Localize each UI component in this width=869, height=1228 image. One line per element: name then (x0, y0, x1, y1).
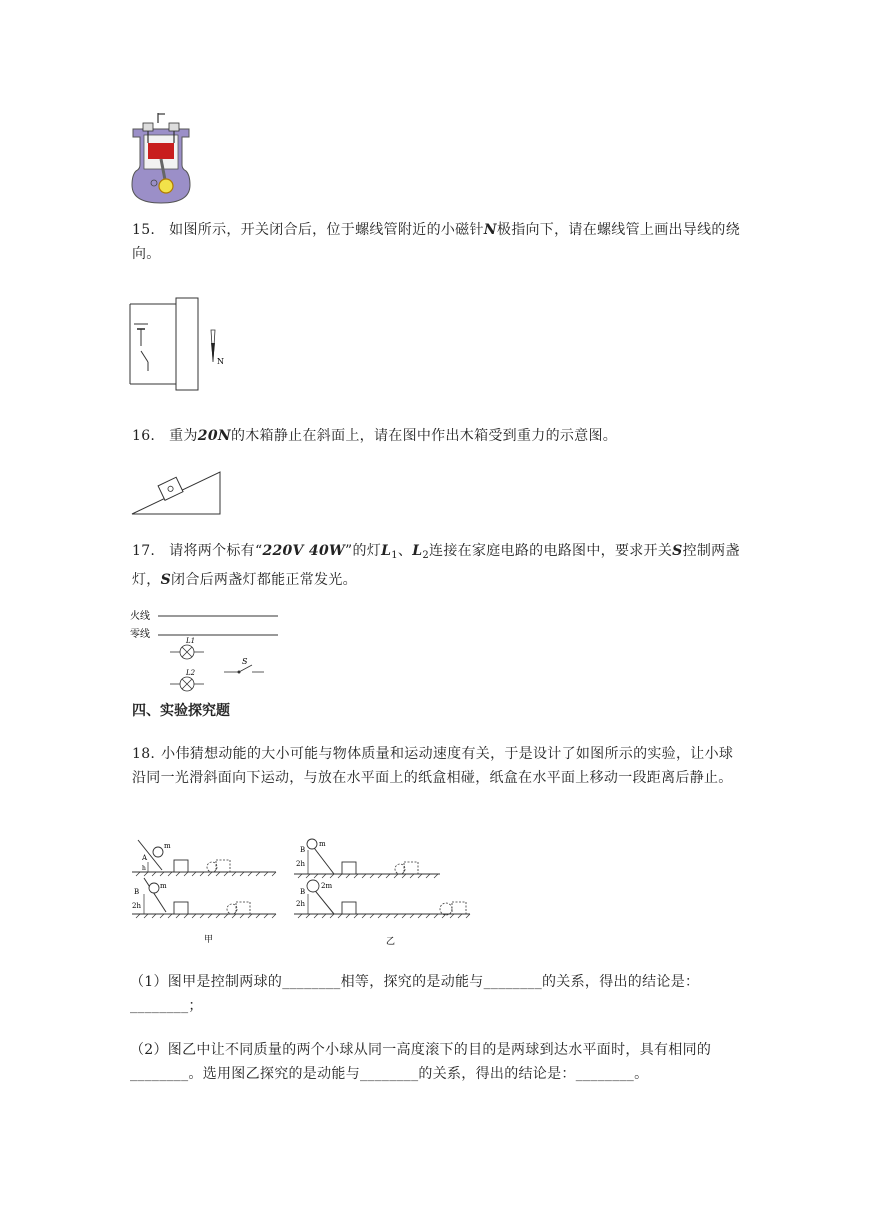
neutral-wire-label: 零线 (130, 629, 150, 640)
question-16 (132, 424, 742, 448)
n-pole-label: N (217, 357, 224, 366)
question-text: 闭合后两盏灯都能正常发光。 (171, 572, 357, 588)
lamp1-label: L1 (186, 637, 196, 645)
kinetic-energy-figure (128, 836, 473, 948)
question-15 (132, 218, 742, 266)
live-wire-label: 火线 (130, 611, 150, 622)
svg-text:B: B (300, 888, 306, 896)
svg-text:A: A (142, 854, 148, 862)
switch-symbol: S (160, 572, 172, 588)
switch-label: S (242, 657, 248, 666)
lamp-rating: 220V 40W (262, 543, 346, 559)
question-text: ”的灯 (345, 543, 382, 559)
question-number: 18. (132, 746, 156, 762)
svg-text:m: m (160, 882, 167, 890)
question-18-part-2: （2）图乙中让不同质量的两个小球从同一高度滚下的目的是两球到达水平面时，具有相同的________。选用图乙探究的是动能与________的关系，得出的结论是：________。 (130, 1042, 712, 1082)
question-text: 小伟猜想动能的大小可能与物体质量和运动速度有关，于是设计了如图所示的实验，让小球沿同一光滑斜面向下运动，与放在水平面上的纸盒相碰，纸盒在水平面上移动一段距离后静止。 (132, 746, 734, 786)
lamp-subscript: 1 (391, 550, 398, 561)
question-number: 16. (132, 428, 156, 444)
math-var: N (483, 222, 497, 238)
svg-text:B: B (300, 846, 306, 854)
question-text: 请将两个标有“ (169, 543, 263, 559)
svg-text:B: B (134, 888, 140, 896)
household-circuit-figure (130, 608, 280, 694)
lamp-symbol: L (381, 543, 392, 559)
caption-jia: 甲 (204, 935, 214, 945)
jia-upper-setup (132, 840, 276, 876)
caption-yi: 乙 (386, 937, 396, 947)
separator: 、 (397, 543, 413, 559)
question-text: 重为 (169, 428, 198, 444)
question-18-part-1: （1）图甲是控制两球的________相等，探究的是动能与________的关系，得出的结论是：________； (130, 974, 700, 1014)
incline-figure (130, 468, 226, 518)
svg-text:h: h (142, 865, 146, 872)
question-number: 17. (132, 543, 156, 559)
jia-lower-setup (132, 878, 276, 918)
question-18 (132, 742, 742, 790)
lamp-symbol: L (412, 543, 423, 559)
section-heading: 四、实验探究题 (132, 703, 230, 719)
solenoid-figure (126, 296, 236, 396)
svg-text:2m: 2m (321, 882, 333, 890)
question-text: 如图所示，开关闭合后，位于螺线管附近的小磁针 (169, 222, 484, 238)
svg-text:m: m (164, 842, 171, 850)
question-17 (132, 539, 742, 592)
lamp2-label: L2 (186, 669, 196, 677)
engine-figure (130, 113, 192, 205)
yi-upper-setup (294, 839, 440, 878)
svg-text:m: m (319, 840, 326, 848)
math-value: 20N (197, 428, 231, 444)
svg-text:2h: 2h (296, 860, 305, 868)
question-text: 连接在家庭电路的电路图中，要求开关 (429, 543, 673, 559)
svg-text:2h: 2h (296, 900, 305, 908)
switch-symbol: S (672, 543, 683, 559)
yi-lower-setup (294, 880, 470, 918)
lamp-subscript: 2 (422, 550, 430, 561)
question-text: 的木箱静止在斜面上，请在图中作出木箱受到重力的示意图。 (230, 428, 618, 444)
svg-text:2h: 2h (132, 902, 141, 910)
question-number: 15. (132, 222, 156, 238)
question-text: 控制两盏灯， (132, 543, 740, 588)
question-text: 极指向下，请在螺线管上画出导线的绕向。 (132, 222, 740, 262)
